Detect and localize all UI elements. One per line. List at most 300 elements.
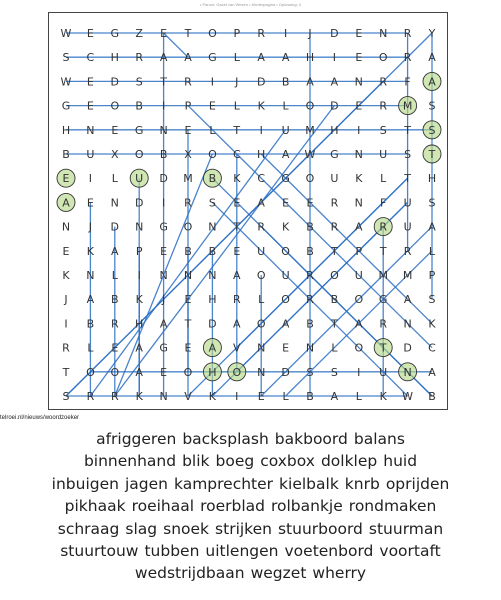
grid-letter[interactable]: T <box>184 317 192 331</box>
grid-letter[interactable]: E <box>86 27 94 40</box>
grid-letter[interactable]: N <box>403 365 412 379</box>
word-item: backsplash <box>182 430 269 448</box>
grid-letter[interactable]: L <box>282 99 289 113</box>
grid-letter[interactable]: T <box>233 123 241 137</box>
grid-letter[interactable]: U <box>379 365 388 379</box>
grid-letter[interactable]: O <box>256 269 266 282</box>
grid-letter[interactable]: H <box>135 317 144 331</box>
grid-letter[interactable]: C <box>257 172 266 186</box>
grid-letter[interactable]: B <box>208 172 217 186</box>
grid-letter[interactable]: I <box>88 172 93 186</box>
grid-letter[interactable]: A <box>428 75 436 89</box>
grid-letter[interactable]: R <box>379 220 388 234</box>
grid-letter[interactable]: U <box>86 148 95 161</box>
grid-letter[interactable]: N <box>208 220 217 234</box>
grid-letter[interactable]: R <box>379 75 388 89</box>
grid-letter[interactable]: O <box>232 365 242 379</box>
grid-letter[interactable]: T <box>233 220 241 234</box>
grid-letter[interactable]: G <box>61 99 71 113</box>
puzzle-credit: • Parool: Gazet van Wezen • Kinderpagina • Oplossing: 4 <box>199 2 302 7</box>
word-item: wedstrijdbaan <box>134 564 245 583</box>
grid-letter[interactable]: I <box>357 123 361 137</box>
grid-letter[interactable]: J <box>161 293 166 307</box>
grid-letter[interactable]: R <box>110 390 119 403</box>
grid-letter[interactable]: M <box>402 99 413 113</box>
grid-letter[interactable]: E <box>86 196 94 210</box>
grid-letter[interactable]: A <box>281 317 290 331</box>
grid-letter[interactable]: A <box>355 220 363 234</box>
grid-letter[interactable]: R <box>306 293 314 307</box>
grid-letter[interactable]: A <box>403 293 412 307</box>
grid-letter[interactable]: E <box>257 390 265 403</box>
grid-letter[interactable]: N <box>403 317 412 331</box>
grid-letter[interactable]: F <box>380 196 387 210</box>
grid-letter[interactable]: O <box>110 365 120 379</box>
grid-letter[interactable]: H <box>305 51 315 65</box>
word-item: tubben <box>144 542 200 561</box>
grid-letter[interactable]: R <box>184 196 192 210</box>
grid-letter[interactable]: B <box>306 244 314 258</box>
grid-letter[interactable]: E <box>184 293 192 307</box>
grid-letter[interactable]: L <box>355 390 362 403</box>
grid-letter[interactable]: U <box>257 244 266 258</box>
grid-letter[interactable]: O <box>134 148 144 161</box>
grid-letter[interactable]: E <box>62 172 70 186</box>
word-item: binnenhand <box>83 452 177 471</box>
grid-letter[interactable]: R <box>403 51 412 65</box>
grid-letter[interactable]: R <box>379 99 388 113</box>
grid-letter[interactable]: S <box>428 99 436 113</box>
word-item: afriggeren <box>96 430 177 448</box>
grid-letter[interactable]: R <box>403 244 412 258</box>
grid-letter[interactable]: J <box>64 293 68 307</box>
grid-letter[interactable]: C <box>428 341 436 355</box>
grid-letter[interactable]: I <box>64 317 68 331</box>
grid-letter[interactable]: N <box>354 75 363 89</box>
grid-letter[interactable]: I <box>332 51 337 65</box>
grid-letter[interactable]: S <box>62 390 70 403</box>
grid-letter[interactable]: S <box>379 123 387 137</box>
word-item: uitlengen <box>205 542 279 561</box>
grid-letter[interactable]: T <box>379 341 387 355</box>
grid-letter[interactable]: N <box>257 365 266 379</box>
grid-letter[interactable]: E <box>86 99 94 113</box>
grid-letter[interactable]: R <box>330 220 339 234</box>
grid-letter[interactable]: A <box>306 75 314 89</box>
grid-letter[interactable]: W <box>402 390 414 403</box>
grid-letter[interactable]: T <box>428 148 436 161</box>
grid-letter[interactable]: L <box>258 293 265 307</box>
word-item: kielbalk <box>279 474 339 493</box>
grid-letter[interactable]: L <box>331 341 338 355</box>
word-item: roerblad <box>200 497 265 516</box>
grid-letter[interactable]: A <box>135 341 143 355</box>
grid-letter[interactable]: A <box>281 51 290 65</box>
grid-letter[interactable]: N <box>208 269 217 282</box>
word-item: voetenbord <box>284 542 374 561</box>
word-item: rolbankje <box>270 497 343 516</box>
grid-letter[interactable]: J <box>235 75 239 89</box>
grid-letter[interactable]: L <box>233 99 240 113</box>
grid-letter[interactable]: A <box>257 51 265 65</box>
grid-letter[interactable]: H <box>110 51 119 65</box>
grid-letter[interactable]: E <box>184 123 192 137</box>
grid-letter[interactable]: E <box>160 27 168 40</box>
grid-letter[interactable]: N <box>159 390 168 403</box>
grid-letter[interactable]: B <box>111 293 119 307</box>
grid-letter[interactable]: T <box>184 27 192 40</box>
grid-letter[interactable]: R <box>135 51 144 65</box>
grid-letter[interactable]: M <box>378 269 388 282</box>
grid-letter[interactable]: B <box>184 244 192 258</box>
word-item: slag <box>125 519 158 538</box>
grid-letter[interactable]: P <box>355 244 363 258</box>
grid-letter[interactable]: O <box>86 365 95 379</box>
grid-letter[interactable]: E <box>282 196 290 210</box>
grid-letter[interactable]: T <box>331 244 338 258</box>
word-list-line <box>0 450 501 472</box>
grid-letter[interactable]: E <box>184 341 192 355</box>
grid-letter[interactable]: L <box>87 341 94 355</box>
word-list-line <box>0 473 501 495</box>
grid-letter[interactable]: O <box>378 51 388 65</box>
grid-letter[interactable]: E <box>86 75 94 89</box>
grid-letter[interactable]: P <box>135 244 143 258</box>
grid-letter[interactable]: Z <box>135 27 143 40</box>
grid-letter[interactable]: S <box>428 123 436 137</box>
grid-letter[interactable]: K <box>208 390 217 403</box>
grid-letter[interactable]: V <box>233 341 241 355</box>
grid-letter[interactable]: R <box>184 75 192 89</box>
grid-letter[interactable]: S <box>306 365 314 379</box>
grid-letter[interactable]: P <box>184 99 192 113</box>
grid-letter[interactable]: T <box>160 75 167 89</box>
word-item: coxbox <box>260 452 315 471</box>
grid-letter[interactable]: A <box>159 51 168 65</box>
grid-letter[interactable]: H <box>61 123 71 137</box>
grid-letter[interactable]: E <box>62 244 70 258</box>
grid-letter[interactable]: A <box>159 317 168 331</box>
grid-letter[interactable]: C <box>232 148 241 161</box>
grid-letter[interactable]: K <box>135 390 143 403</box>
grid-letter[interactable]: S <box>404 148 412 161</box>
grid-letter[interactable]: P <box>233 27 241 40</box>
grid-letter[interactable]: R <box>232 293 241 307</box>
grid-letter[interactable]: A <box>330 75 339 89</box>
grid-letter[interactable]: M <box>183 172 193 186</box>
word-list-line <box>0 495 501 517</box>
grid-letter[interactable]: U <box>379 148 388 161</box>
word-item: roeihaal <box>131 497 195 516</box>
word-item: boeg <box>215 452 255 471</box>
grid-letter[interactable]: A <box>184 51 192 65</box>
word-item: strijken <box>215 519 272 538</box>
grid-letter[interactable]: W <box>304 148 316 161</box>
grid-letter[interactable]: N <box>61 220 71 234</box>
word-item: stuurtouw <box>60 542 139 561</box>
grid-letter[interactable]: X <box>111 148 119 161</box>
grid-letter[interactable]: A <box>428 220 436 234</box>
grid-letter[interactable]: N <box>354 196 363 210</box>
grid-letter[interactable]: D <box>159 172 168 186</box>
grid-letter[interactable]: O <box>208 148 217 161</box>
grid-letter[interactable]: D <box>403 341 412 355</box>
grid-letter[interactable]: E <box>111 341 119 355</box>
grid-letter[interactable]: E <box>306 196 314 210</box>
word-item: snoek <box>163 519 210 538</box>
grid-letter[interactable]: I <box>235 390 239 403</box>
grid-letter[interactable]: G <box>330 148 339 161</box>
grid-letter[interactable]: N <box>354 148 363 161</box>
grid-letter[interactable]: J <box>308 27 312 40</box>
word-list <box>0 428 501 585</box>
grid-letter[interactable]: D <box>110 75 120 89</box>
grid-letter[interactable]: B <box>330 293 339 307</box>
grid-letter[interactable]: N <box>86 269 95 282</box>
grid-letter[interactable]: E <box>282 341 290 355</box>
grid-letter[interactable]: O <box>354 341 364 355</box>
grid-letter[interactable]: T <box>404 172 411 186</box>
grid-letter[interactable]: W <box>60 75 72 89</box>
grid-letter[interactable]: S <box>428 196 436 210</box>
grid-letter[interactable]: B <box>428 390 436 403</box>
word-item: wherry <box>312 564 367 583</box>
source-url[interactable]: telroei.nl/nieuws/woordzoeker <box>0 415 80 421</box>
grid-letter[interactable]: G <box>134 123 144 137</box>
grid-letter[interactable]: A <box>257 196 265 210</box>
grid-letter[interactable]: E <box>355 51 363 65</box>
grid-letter[interactable]: H <box>330 123 339 137</box>
grid-letter[interactable]: N <box>379 27 388 40</box>
word-list-line <box>0 540 501 562</box>
grid-letter[interactable]: O <box>305 99 315 113</box>
grid-letter[interactable]: E <box>355 99 363 113</box>
grid-letter[interactable]: A <box>111 244 119 258</box>
grid-letter[interactable]: O <box>183 365 193 379</box>
grid-letter[interactable]: G <box>378 293 388 307</box>
grid-letter[interactable]: B <box>86 317 95 331</box>
word-item: blik <box>182 452 210 471</box>
grid-letter[interactable]: A <box>428 365 436 379</box>
grid-letter[interactable]: A <box>281 148 290 161</box>
word-item: dolklep <box>320 452 378 471</box>
grid-letter[interactable]: G <box>281 172 290 186</box>
grid-letter[interactable]: I <box>137 269 141 282</box>
grid-letter[interactable]: T <box>62 365 70 379</box>
grid-letter[interactable]: D <box>256 75 266 89</box>
grid-letter[interactable]: S <box>208 196 216 210</box>
grid-letter[interactable]: W <box>60 27 72 40</box>
grid-letter[interactable]: K <box>379 390 387 403</box>
grid-letter[interactable]: L <box>111 269 118 282</box>
grid-letter[interactable]: R <box>330 196 339 210</box>
grid-letter[interactable]: I <box>161 196 166 210</box>
word-item: pikhaak <box>64 497 126 516</box>
grid-letter[interactable]: H <box>427 172 437 186</box>
grid-letter[interactable]: B <box>159 148 168 161</box>
word-strike-line <box>115 106 335 396</box>
grid-letter[interactable]: I <box>161 99 166 113</box>
grid-letter[interactable]: K <box>355 172 363 186</box>
grid-letter[interactable]: O <box>354 293 364 307</box>
grid-letter[interactable]: K <box>135 293 143 307</box>
grid-letter[interactable]: R <box>403 27 412 40</box>
grid-letter[interactable]: S <box>330 365 338 379</box>
grid-letter[interactable]: E <box>233 196 241 210</box>
grid-letter[interactable]: O <box>183 220 193 234</box>
grid-letter[interactable]: K <box>428 317 436 331</box>
word-item: jagen <box>124 474 168 493</box>
grid-letter[interactable]: S <box>135 75 143 89</box>
grid-letter[interactable]: G <box>159 220 168 234</box>
grid-letter[interactable]: I <box>357 365 361 379</box>
grid-letter[interactable]: R <box>379 317 388 331</box>
grid-letter[interactable]: U <box>403 196 412 210</box>
grid-letter[interactable]: B <box>306 390 314 403</box>
grid-letter[interactable]: B <box>135 99 143 113</box>
grid-letter[interactable]: E <box>160 244 168 258</box>
grid-letter[interactable]: M <box>305 123 315 137</box>
word-item: huid <box>383 452 418 471</box>
grid-letter[interactable]: D <box>330 99 339 113</box>
word-item: stuurman <box>368 519 444 538</box>
grid-letter[interactable]: E <box>208 99 216 113</box>
grid-letter[interactable]: G <box>110 27 120 40</box>
grid-letter[interactable]: R <box>86 390 95 403</box>
grid-letter[interactable]: B <box>306 220 314 234</box>
grid-letter[interactable]: L <box>282 390 289 403</box>
grid-letter[interactable]: K <box>257 99 265 113</box>
grid-letter[interactable]: B <box>306 317 314 331</box>
grid-letter[interactable]: A <box>208 341 217 355</box>
grid-letter[interactable]: D <box>110 220 120 234</box>
grid-letter[interactable]: T <box>404 123 411 137</box>
grid-letter[interactable]: F <box>404 75 411 89</box>
grid-letter[interactable]: A <box>233 269 241 282</box>
grid-letter[interactable]: A <box>135 365 143 379</box>
grid-letter[interactable]: U <box>281 123 290 137</box>
grid-letter[interactable]: A <box>355 317 363 331</box>
grid-letter[interactable]: G <box>159 341 168 355</box>
grid-letter[interactable]: N <box>159 123 168 137</box>
grid-letter[interactable]: U <box>354 269 363 282</box>
word-item: stuurboord <box>277 519 363 538</box>
grid-letter[interactable]: N <box>183 269 193 282</box>
grid-letter[interactable]: D <box>208 317 217 331</box>
grid-letter[interactable]: I <box>283 27 288 40</box>
grid-letter[interactable]: E <box>233 244 241 258</box>
grid-letter[interactable]: T <box>379 244 387 258</box>
grid-letter[interactable]: R <box>257 220 266 234</box>
grid-letter[interactable]: U <box>281 269 290 282</box>
word-item: knrb <box>344 474 380 493</box>
grid-letter[interactable]: I <box>210 75 215 89</box>
grid-letter[interactable]: L <box>233 51 240 65</box>
grid-letter[interactable]: J <box>88 220 93 234</box>
grid-letter[interactable]: A <box>233 317 241 331</box>
grid-letter[interactable]: K <box>281 220 290 234</box>
grid-letter[interactable]: I <box>259 123 263 137</box>
grid-letter[interactable]: K <box>233 172 241 186</box>
word-item: balans <box>353 430 405 448</box>
grid-letter[interactable]: N <box>110 196 119 210</box>
grid-letter[interactable]: D <box>281 365 290 379</box>
grid-letter[interactable]: A <box>86 293 95 307</box>
grid-letter[interactable]: B <box>208 244 217 258</box>
grid-letter[interactable]: A <box>330 390 339 403</box>
word-item: inbuigen <box>51 474 119 493</box>
grid-letter[interactable]: L <box>428 244 436 258</box>
grid-letter[interactable]: H <box>208 365 217 379</box>
word-item: voortaft <box>379 542 441 561</box>
word-list-line <box>0 562 501 584</box>
grid-letter[interactable]: O <box>330 269 339 282</box>
grid-letter[interactable]: O <box>110 99 120 113</box>
grid-letter[interactable]: O <box>305 172 315 186</box>
word-item: kamprechter <box>174 474 274 493</box>
grid-letter[interactable]: N <box>257 341 266 355</box>
grid-letter[interactable]: X <box>184 148 192 161</box>
grid-letter[interactable]: K <box>86 244 95 258</box>
grid-letter[interactable]: O <box>281 244 290 258</box>
grid-letter[interactable]: N <box>159 269 168 282</box>
grid-letter[interactable]: U <box>330 172 339 186</box>
grid-letter[interactable]: N <box>305 341 315 355</box>
grid-letter[interactable]: O <box>208 27 217 40</box>
grid-letter[interactable]: L <box>111 172 118 186</box>
grid-letter[interactable]: B <box>62 148 70 161</box>
grid-letter[interactable]: T <box>331 317 338 331</box>
grid-letter[interactable]: C <box>86 51 95 65</box>
word-list-line <box>0 518 501 540</box>
grid-letter[interactable]: G <box>208 51 217 65</box>
grid-letter[interactable]: V <box>184 390 192 403</box>
grid-letter[interactable]: E <box>111 123 119 137</box>
grid-letter[interactable]: U <box>403 220 412 234</box>
grid-letter[interactable]: S <box>62 51 70 65</box>
grid-letter[interactable]: R <box>110 317 119 331</box>
grid-letter[interactable]: M <box>402 269 413 282</box>
grid-letter[interactable]: A <box>428 51 436 65</box>
word-item: bakboord <box>274 430 348 448</box>
word-item: schraag <box>57 519 120 538</box>
grid-letter[interactable]: O <box>281 293 290 307</box>
grid-letter[interactable]: S <box>428 293 436 307</box>
grid-letter[interactable]: B <box>281 75 290 89</box>
grid-letter[interactable]: H <box>257 148 266 161</box>
grid-letter[interactable]: O <box>256 317 266 331</box>
word-list-line <box>0 428 501 450</box>
grid-letter[interactable]: P <box>428 269 436 282</box>
grid-letter[interactable]: U <box>135 172 144 186</box>
word-item: oprijden <box>385 474 450 493</box>
grid-letter[interactable]: D <box>330 27 339 40</box>
grid-letter[interactable]: Y <box>428 27 436 40</box>
grid-letter[interactable]: N <box>135 220 144 234</box>
grid-letter[interactable]: H <box>208 293 217 307</box>
grid-letter[interactable]: K <box>62 269 70 282</box>
grid-letter[interactable]: L <box>209 123 216 137</box>
grid-letter[interactable]: N <box>86 123 95 137</box>
grid-letter[interactable]: E <box>355 27 363 40</box>
grid-letter[interactable]: R <box>257 27 266 40</box>
grid-letter[interactable]: R <box>62 341 70 355</box>
grid-letter[interactable]: E <box>160 365 168 379</box>
grid-letter[interactable]: A <box>62 196 70 210</box>
grid-letter[interactable]: L <box>380 172 387 186</box>
grid-letter[interactable]: R <box>306 269 314 282</box>
grid-letter[interactable]: D <box>134 196 144 210</box>
